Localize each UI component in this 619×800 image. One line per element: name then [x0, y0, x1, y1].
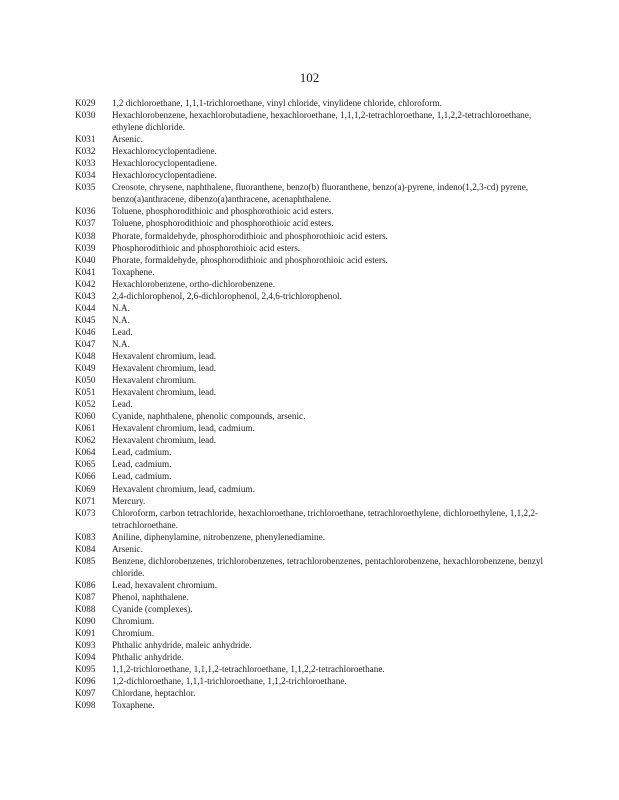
waste-entry — [75, 579, 545, 591]
waste-code: K031 — [75, 134, 96, 145]
hazardous-constituents: Phorate, formaldehyde, phosphorodithioic and phosphorothioic acid esters. — [112, 230, 388, 241]
waste-code: K046 — [75, 326, 96, 337]
waste-entry — [75, 133, 545, 145]
waste-code: K066 — [75, 471, 96, 482]
waste-entry — [75, 266, 545, 278]
waste-entry — [75, 386, 545, 398]
waste-entry — [75, 422, 545, 434]
hazardous-constituents: Phorate, formaldehyde, phosphorodithioic and phosphorothioic acid esters. — [112, 254, 388, 265]
waste-entry — [75, 157, 545, 169]
waste-code: K029 — [75, 98, 96, 108]
waste-code: K034 — [75, 170, 96, 181]
waste-entry — [75, 507, 545, 531]
waste-entry — [75, 181, 545, 205]
hazardous-waste-list — [75, 97, 545, 711]
hazardous-constituents: Cyanide, naphthalene, phenolic compounds, arsenic. — [112, 411, 306, 422]
waste-code: K045 — [75, 314, 96, 325]
hazardous-constituents: Creosote, chrysene, naphthalene, fluoranthene, benzo(b) fluoranthene, benzo(a)-pyrene, indeno(1,2,3-cd) pyrene, benzo(a)anthracene, dibenzo(a)anthracene, acenaphthalene. — [112, 182, 529, 205]
waste-code: K097 — [75, 688, 96, 699]
waste-entry — [75, 651, 545, 663]
waste-code: K084 — [75, 543, 96, 554]
hazardous-constituents: N.A. — [112, 314, 130, 325]
hazardous-constituents: Hexachlorobenzene, ortho-dichlorobenzene. — [112, 278, 276, 289]
waste-code: K069 — [75, 483, 96, 494]
hazardous-constituents: Toxaphene. — [112, 700, 155, 711]
waste-entry — [75, 663, 545, 675]
waste-entry — [75, 699, 545, 711]
waste-entry — [75, 326, 545, 338]
waste-code: K040 — [75, 254, 96, 265]
waste-code: K062 — [75, 435, 96, 446]
hazardous-constituents: Toluene, phosphorodithioic and phosphorothioic acid esters. — [112, 218, 334, 229]
hazardous-constituents: Phenol, naphthalene. — [112, 591, 189, 602]
waste-entry — [75, 591, 545, 603]
hazardous-constituents: Hexavalent chromium, lead, cadmium. — [112, 483, 255, 494]
waste-entry — [75, 675, 545, 687]
waste-entry — [75, 290, 545, 302]
hazardous-constituents: Phthalic anhydride, maleic anhydride. — [112, 640, 252, 651]
waste-code: K042 — [75, 278, 96, 289]
waste-code: K085 — [75, 555, 96, 566]
hazardous-constituents: Phthalic anhydride. — [112, 652, 184, 663]
hazardous-constituents: Hexavalent chromium, lead, cadmium. — [112, 423, 255, 434]
hazardous-constituents: Chloroform, carbon tetrachloride, hexachloroethane, trichloroethane, tetrachloroethylene, dichloroethylene, 1,1,2,2-tetrachloroethane. — [112, 507, 539, 530]
waste-code: K073 — [75, 507, 96, 518]
hazardous-constituents: Hexachlorobenzene, hexachlorobutadiene, hexachloroethane, 1,1,1,2-tetrachloroethane, 1,1,2,2-tetrachloroethane, ethylene dichloride. — [112, 110, 532, 133]
waste-code: K090 — [75, 616, 96, 627]
hazardous-constituents: 1,1,2-trichloroethane, 1,1,1,2-tetrachloroethane, 1,1,2,2-tetrachloroethane. — [112, 664, 385, 675]
waste-code: K098 — [75, 700, 96, 711]
waste-entry — [75, 362, 545, 374]
waste-entry — [75, 302, 545, 314]
hazardous-constituents: Hexachlorocyclopentadiene. — [112, 170, 217, 181]
waste-code: K037 — [75, 218, 96, 229]
waste-code: K041 — [75, 266, 96, 277]
hazardous-constituents: 1,2-dichloroethane, 1,1,1-trichloroethane, 1,1,2-trichloroethane. — [112, 676, 347, 687]
waste-code: K051 — [75, 387, 96, 398]
waste-entry — [75, 205, 545, 217]
hazardous-constituents: Lead. — [112, 326, 133, 337]
hazardous-constituents: Lead. — [112, 399, 133, 410]
waste-entry — [75, 555, 545, 579]
waste-code: K049 — [75, 363, 96, 374]
waste-entry — [75, 254, 545, 266]
waste-code: K087 — [75, 591, 96, 602]
waste-entry — [75, 531, 545, 543]
hazardous-constituents: N.A. — [112, 338, 130, 349]
waste-code: K086 — [75, 579, 96, 590]
waste-entry — [75, 470, 545, 482]
waste-entry — [75, 398, 545, 410]
hazardous-constituents: Toluene, phosphorodithioic and phosphorothioic acid esters. — [112, 206, 334, 217]
waste-entry — [75, 627, 545, 639]
waste-code: K060 — [75, 411, 96, 422]
waste-entry — [75, 458, 545, 470]
waste-entry — [75, 338, 545, 350]
waste-entry — [75, 483, 545, 495]
waste-entry — [75, 374, 545, 386]
page-number: 102 — [299, 70, 320, 85]
waste-entry — [75, 543, 545, 555]
hazardous-constituents: Toxaphene. — [112, 266, 155, 277]
waste-code: K048 — [75, 350, 96, 361]
hazardous-constituents: Arsenic. — [112, 543, 143, 554]
waste-entry — [75, 169, 545, 181]
hazardous-constituents: Hexachlorocyclopentadiene. — [112, 158, 217, 169]
hazardous-constituents: Lead, hexavalent chromium. — [112, 579, 218, 590]
waste-entry — [75, 97, 545, 109]
waste-code: K071 — [75, 495, 96, 506]
waste-code: K065 — [75, 459, 96, 470]
waste-entry — [75, 314, 545, 326]
waste-entry — [75, 278, 545, 290]
waste-entry — [75, 230, 545, 242]
waste-code: K052 — [75, 399, 96, 410]
waste-code: K061 — [75, 423, 96, 434]
waste-entry — [75, 217, 545, 229]
waste-code: K030 — [75, 110, 96, 121]
hazardous-constituents: Hexavalent chromium, lead. — [112, 387, 217, 398]
waste-code: K043 — [75, 290, 96, 301]
hazardous-constituents: Cyanide (complexes). — [112, 603, 193, 614]
waste-entry — [75, 639, 545, 651]
waste-entry — [75, 615, 545, 627]
waste-entry — [75, 434, 545, 446]
waste-code: K035 — [75, 182, 96, 193]
waste-entry — [75, 495, 545, 507]
waste-entry — [75, 603, 545, 615]
waste-code: K032 — [75, 146, 96, 157]
hazardous-constituents: Mercury. — [112, 495, 146, 506]
hazardous-constituents: Hexavalent chromium. — [112, 375, 197, 386]
waste-code: K033 — [75, 158, 96, 169]
waste-entry — [75, 687, 545, 699]
waste-code: K038 — [75, 230, 96, 241]
hazardous-constituents: N.A. — [112, 302, 130, 313]
hazardous-constituents: 1,2 dichloroethane, 1,1,1-trichloroethane, vinyl chloride, vinylidene chloride, chloroform. — [112, 98, 442, 108]
waste-code: K044 — [75, 302, 96, 313]
hazardous-constituents: Hexavalent chromium, lead. — [112, 363, 217, 374]
hazardous-constituents: Hexachlorocyclopentadiene. — [112, 146, 217, 157]
hazardous-constituents: Hexavalent chromium, lead. — [112, 350, 217, 361]
waste-code: K039 — [75, 242, 96, 253]
hazardous-constituents: Lead, cadmium. — [112, 447, 172, 458]
waste-code: K047 — [75, 338, 96, 349]
hazardous-constituents: Chromium. — [112, 616, 155, 627]
hazardous-constituents: 2,4-dichlorophenol, 2,6-dichlorophenol, 2,4,6-trichlorophenol. — [112, 290, 342, 301]
waste-code: K091 — [75, 628, 96, 639]
hazardous-constituents: Arsenic. — [112, 134, 143, 145]
waste-code: K083 — [75, 531, 96, 542]
hazardous-constituents: Hexavalent chromium, lead. — [112, 435, 217, 446]
waste-code: K088 — [75, 603, 96, 614]
waste-entry — [75, 446, 545, 458]
waste-code: K064 — [75, 447, 96, 458]
hazardous-constituents: Aniline, diphenylamine, nitrobenzene, phenylenediamine. — [112, 531, 326, 542]
hazardous-constituents: Lead, cadmium. — [112, 459, 172, 470]
waste-code: K096 — [75, 676, 96, 687]
waste-entry — [75, 410, 545, 422]
waste-code: K036 — [75, 206, 96, 217]
hazardous-constituents: Chlordane, heptachlor. — [112, 688, 196, 699]
waste-code: K050 — [75, 375, 96, 386]
hazardous-constituents: Benzene, dichlorobenzenes, trichlorobenzenes, tetrachlorobenzenes, pentachlorobenzene, hexachlorobenzene, benzyl chloride. — [112, 555, 544, 578]
waste-code: K094 — [75, 652, 96, 663]
waste-entry — [75, 242, 545, 254]
waste-code: K095 — [75, 664, 96, 675]
waste-entry — [75, 109, 545, 133]
hazardous-constituents: Chromium. — [112, 628, 155, 639]
waste-entry — [75, 350, 545, 362]
waste-code: K093 — [75, 640, 96, 651]
waste-entry — [75, 145, 545, 157]
hazardous-constituents: Phosphorodithioic and phosphorothioic acid esters. — [112, 242, 301, 253]
hazardous-constituents: Lead, cadmium. — [112, 471, 172, 482]
